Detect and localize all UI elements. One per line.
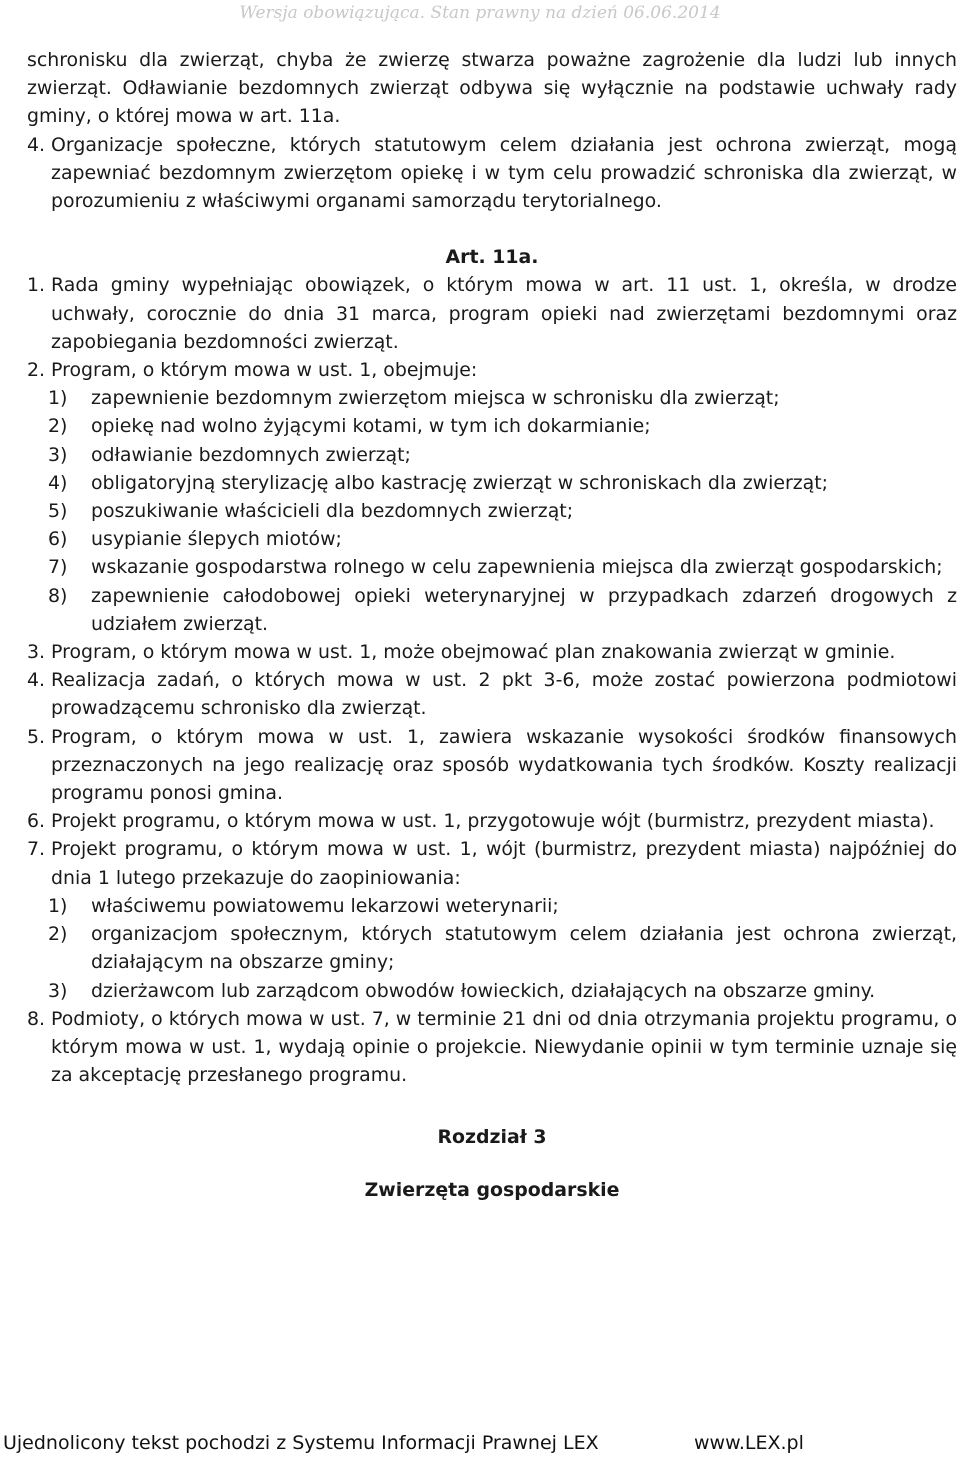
item-number: 4) bbox=[48, 471, 68, 494]
item-text: opiekę nad wolno żyjącymi kotami, w tym ich dokarmianie; bbox=[91, 415, 651, 438]
item-number: 5) bbox=[48, 500, 68, 523]
list-item bbox=[27, 469, 957, 497]
item-number: 1) bbox=[48, 894, 68, 917]
para-text: Realizacja zadań, o których mowa w ust. 2 pkt 3-6, może zostać powierzona podmiotowi prowadzącemu schronisko dla zwierząt. bbox=[51, 669, 957, 720]
point-text: Organizacje społeczne, których statutowym celem działania jest ochrona zwierząt, mogą zapewniać bezdomnym zwierzętom opiekę i w tym celu prowadzić schroniska dla zwierząt, w porozumieniu z właściwymi organami samorządu terytorialnego. bbox=[51, 133, 957, 213]
point-number: 4. bbox=[27, 133, 52, 156]
article-para-2 bbox=[27, 356, 957, 384]
chapter-subtitle: Zwierzęta gospodarskie bbox=[364, 1178, 620, 1201]
list-item bbox=[27, 384, 957, 412]
article-para-3 bbox=[27, 638, 957, 666]
list-item bbox=[27, 977, 957, 1005]
footer-link[interactable]: www.LEX.pl bbox=[694, 1432, 804, 1454]
article-para-5 bbox=[27, 723, 957, 808]
document-body bbox=[27, 46, 957, 1204]
para-text: Projekt programu, o którym mowa w ust. 1, przygotowuje wójt (burmistrz, prezydent miasta). bbox=[51, 810, 935, 833]
list-item bbox=[27, 412, 957, 440]
point-4 bbox=[27, 131, 957, 216]
chapter-title: Rozdział 3 bbox=[437, 1126, 547, 1149]
intro-paragraph: schronisku dla zwierząt, chyba że zwierzę stwarza poważne zagrożenie dla ludzi lub innych zwierząt. Odławianie bezdomnych zwierząt odbywa się wyłącznie na podstawie uchwały rady gminy, o której mowa w art. 11a. bbox=[27, 49, 957, 128]
article-para-8 bbox=[27, 1005, 957, 1090]
para-text: Program, o którym mowa w ust. 1, obejmuje: bbox=[51, 359, 478, 382]
para-text: Program, o którym mowa w ust. 1, zawiera wskazanie wysokości środków finansowych przeznaczonych na jego realizację oraz sposób wydatkowania tych środków. Koszty realizacji programu ponosi gmina. bbox=[51, 725, 957, 805]
item-text: wskazanie gospodarstwa rolnego w celu zapewnienia miejsca dla zwierząt gospodarskich; bbox=[91, 556, 943, 579]
article-para-7 bbox=[27, 835, 957, 891]
page-footer bbox=[0, 1432, 960, 1457]
list-item bbox=[27, 920, 957, 976]
item-number: 7) bbox=[48, 556, 68, 579]
para-number: 8. bbox=[27, 1007, 52, 1030]
para-7-list bbox=[27, 892, 957, 1005]
para-text: Program, o którym mowa w ust. 1, może obejmować plan znakowania zwierząt w gminie. bbox=[51, 641, 896, 664]
para-text: Projekt programu, o którym mowa w ust. 1, wójt (burmistrz, prezydent miasta) najpóźniej do dnia 1 lutego przekazuje do zaopiniowania: bbox=[51, 838, 957, 889]
version-header: Wersja obowiązująca. Stan prawny na dzień 06.06.2014 bbox=[239, 3, 721, 23]
para-number: 2. bbox=[27, 359, 52, 382]
item-text: organizacjom społecznym, których statutowym celem działania jest ochrona zwierząt, działającym na obszarze gminy; bbox=[91, 923, 957, 974]
item-text: obligatoryjną sterylizację albo kastrację zwierząt w schroniskach dla zwierząt; bbox=[91, 471, 828, 494]
list-item bbox=[27, 525, 957, 553]
footer-source-text: Ujednolicony tekst pochodzi z Systemu Informacji Prawnej LEX bbox=[3, 1432, 599, 1454]
item-number: 3) bbox=[48, 979, 68, 1002]
para-text: Podmioty, o których mowa w ust. 7, w terminie 21 dni od dnia otrzymania projektu programu, o którym mowa w ust. 1, wydają opinie o projekcie. Niewydanie opinii w tym terminie uznaje się za akceptację przesłanego programu. bbox=[51, 1007, 957, 1087]
item-text: usypianie ślepych miotów; bbox=[91, 528, 342, 551]
article-para-6 bbox=[27, 807, 957, 835]
list-item bbox=[27, 582, 957, 638]
para-number: 3. bbox=[27, 641, 52, 664]
list-item bbox=[27, 441, 957, 469]
item-text: właściwemu powiatowemu lekarzowi weterynarii; bbox=[91, 894, 559, 917]
item-text: poszukiwanie właścicieli dla bezdomnych zwierząt; bbox=[91, 500, 574, 523]
para-number: 7. bbox=[27, 838, 52, 861]
para-number: 5. bbox=[27, 725, 52, 748]
item-number: 2) bbox=[48, 415, 68, 438]
item-number: 8) bbox=[48, 584, 68, 607]
item-text: zapewnienie całodobowej opieki weterynaryjnej w przypadkach zdarzeń drogowych z udziałem zwierząt. bbox=[91, 584, 957, 635]
article-title: Art. 11a. bbox=[445, 246, 539, 269]
article-para-4 bbox=[27, 666, 957, 722]
list-item bbox=[27, 892, 957, 920]
list-item bbox=[27, 497, 957, 525]
item-number: 1) bbox=[48, 387, 68, 410]
item-text: dzierżawcom lub zarządcom obwodów łowieckich, działających na obszarze gminy. bbox=[91, 979, 876, 1002]
item-number: 6) bbox=[48, 528, 68, 551]
list-item bbox=[27, 553, 957, 581]
para-text: Rada gminy wypełniając obowiązek, o którym mowa w art. 11 ust. 1, określa, w drodze uchwały, corocznie do dnia 31 marca, program opieki nad zwierzętami bezdomnymi oraz zapobiegania bezdomności zwierząt. bbox=[51, 274, 957, 353]
item-number: 2) bbox=[48, 923, 68, 946]
article-para-1 bbox=[27, 271, 957, 356]
item-number: 3) bbox=[48, 443, 68, 466]
item-text: zapewnienie bezdomnym zwierzętom miejsca w schronisku dla zwierząt; bbox=[91, 387, 780, 410]
item-text: odławianie bezdomnych zwierząt; bbox=[91, 443, 411, 466]
para-number: 6. bbox=[27, 810, 52, 833]
para-2-list bbox=[27, 384, 957, 638]
para-number: 1. bbox=[27, 274, 52, 297]
para-number: 4. bbox=[27, 669, 52, 692]
